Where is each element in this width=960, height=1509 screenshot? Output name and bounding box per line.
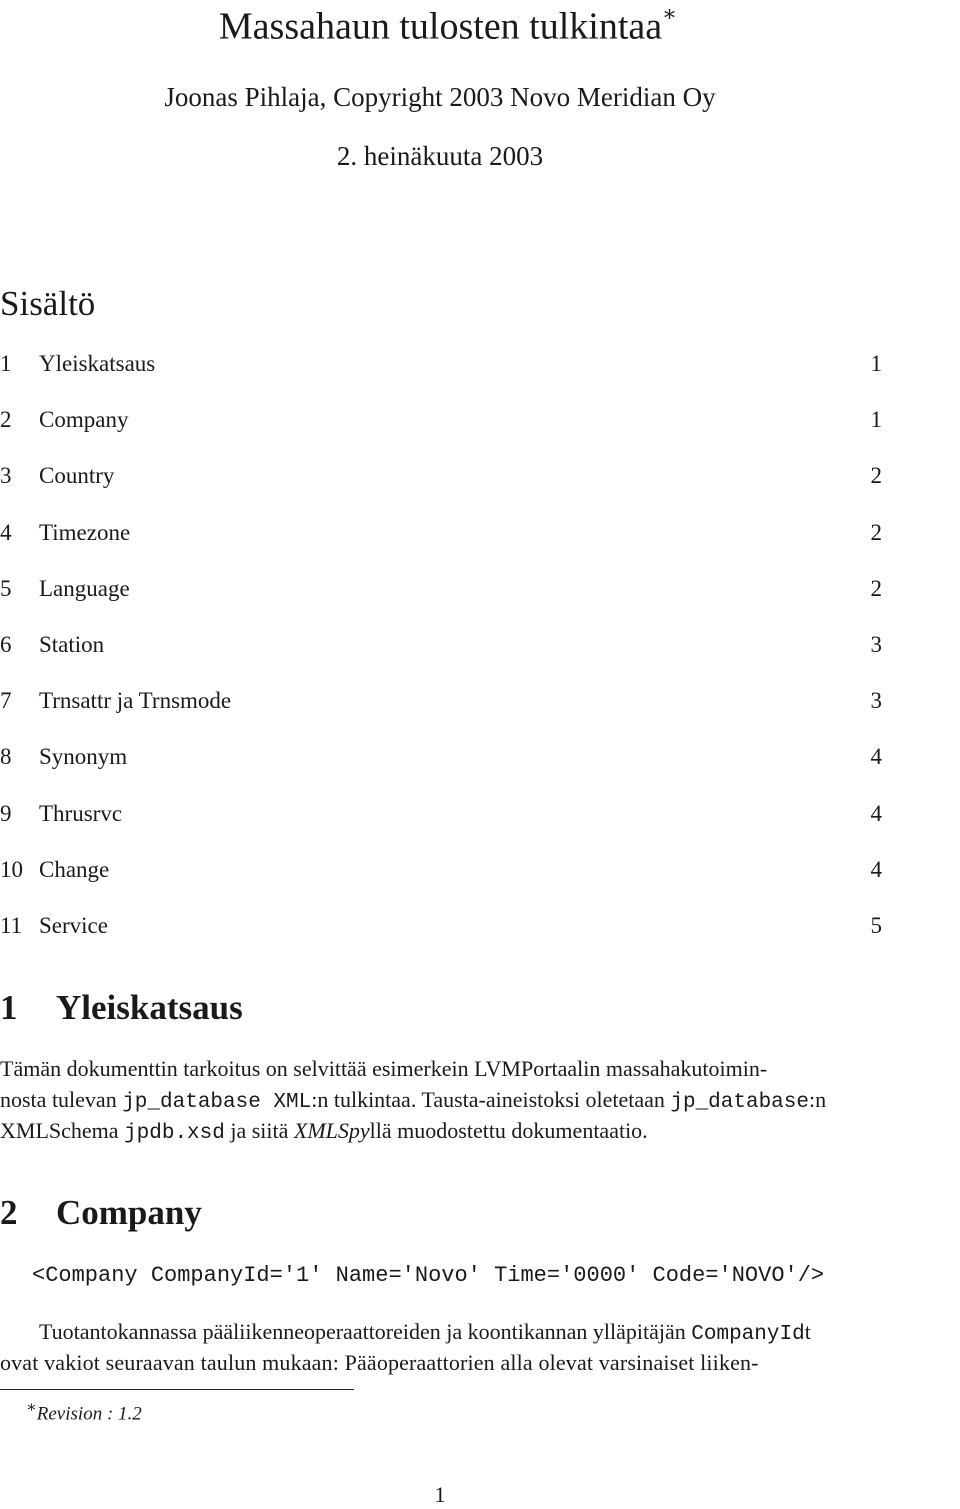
toc-item-page: 3 <box>870 632 882 657</box>
toc-item[interactable] <box>0 855 882 885</box>
toc-item-title: Synonym <box>39 744 128 770</box>
section-2-paragraph <box>0 1317 958 1381</box>
toc-item-page: 1 <box>870 351 882 376</box>
toc-item-page: 2 <box>870 463 882 489</box>
date-line: 2. heinäkuuta 2003 <box>336 141 544 171</box>
footnote: ∗Revision : 1.2 <box>26 1399 142 1425</box>
toc-item-title: Trnsattr ja Trnsmode <box>39 688 232 714</box>
toc-item-title: Station <box>39 632 105 657</box>
toc-item-number: 4 <box>0 519 12 545</box>
toc-item[interactable] <box>0 686 882 716</box>
toc-item[interactable] <box>0 461 882 491</box>
footnote-rule <box>0 1389 354 1390</box>
toc-item[interactable] <box>0 349 882 379</box>
paragraph-line: Tämän dokumenttin tarkoitus on selvittää esimerkein LVMPortaalin massahakutoimin- <box>0 1056 768 1081</box>
document-title: Massahaun tulosten tulkintaa∗ <box>218 1 678 48</box>
toc-item-page: 4 <box>870 856 882 882</box>
toc-item-number: 5 <box>0 575 12 601</box>
toc-item[interactable] <box>0 574 882 604</box>
paragraph-line: XMLSchema jpdb.xsd ja siitä XMLSpyllä muodostettu dokumentaatio. <box>0 1118 648 1145</box>
toc-item-page: 3 <box>870 688 882 714</box>
toc-item-title: Language <box>39 575 130 601</box>
company-code-sample: <Company CompanyId='1' Name='Novo' Time='0000' Code='NOVO'/> <box>32 1263 825 1288</box>
toc-item[interactable] <box>0 799 882 829</box>
toc-item-number: 2 <box>0 407 12 433</box>
toc-item-page: 4 <box>870 744 882 770</box>
section-2-heading: 2 Company <box>0 1193 202 1232</box>
toc-item-number: 11 <box>0 913 23 938</box>
toc-item-number: 6 <box>0 632 12 657</box>
toc-item[interactable] <box>0 911 882 941</box>
toc-item-page: 5 <box>870 913 882 938</box>
contents-heading: Sisältö <box>0 284 96 323</box>
toc-item[interactable] <box>0 630 882 660</box>
toc-item-number: 7 <box>0 688 12 714</box>
title-footnote-mark: ∗ <box>662 1 678 26</box>
toc-item-title: Service <box>39 913 108 938</box>
toc-item[interactable] <box>0 518 882 548</box>
toc-item-number: 10 <box>0 856 23 882</box>
toc-item-number: 1 <box>0 351 12 376</box>
paragraph-line: nosta tulevan jp_database XML:n tulkintaa. Tausta-aineistoksi oletetaan jp_database:n <box>0 1087 827 1114</box>
toc-item-title: Thrusrvc <box>39 800 123 826</box>
page-number: 1 <box>434 1482 446 1507</box>
toc-item-title: Country <box>39 463 115 489</box>
toc-item-number: 3 <box>0 463 12 489</box>
toc-item-page: 4 <box>870 800 882 826</box>
toc-item-page: 2 <box>870 519 882 545</box>
section-1-paragraph <box>0 1054 958 1174</box>
paragraph-line: Tuotantokannassa pääliikenneoperaattoreiden ja koontikannan ylläpitäjän CompanyIdt <box>39 1319 811 1346</box>
toc-item-page: 2 <box>870 575 882 601</box>
toc-item-page: 1 <box>870 407 882 433</box>
toc-item-title: Timezone <box>39 519 131 545</box>
toc-item-number: 8 <box>0 744 12 770</box>
paragraph-line: ovat vakiot seuraavan taulun mukaan: Pääoperaattorien alla olevat varsinaiset liiken- <box>0 1350 759 1375</box>
toc-item-title: Change <box>39 856 110 882</box>
toc-item[interactable] <box>0 405 882 435</box>
section-1-heading: 1 Yleiskatsaus <box>0 988 243 1027</box>
toc-item-title: Company <box>39 407 129 433</box>
toc-item-title: Yleiskatsaus <box>39 351 156 376</box>
author-line: Joonas Pihlaja, Copyright 2003 Novo Meridian Oy <box>164 82 716 112</box>
toc-item[interactable] <box>0 742 882 772</box>
toc-item-number: 9 <box>0 800 12 826</box>
